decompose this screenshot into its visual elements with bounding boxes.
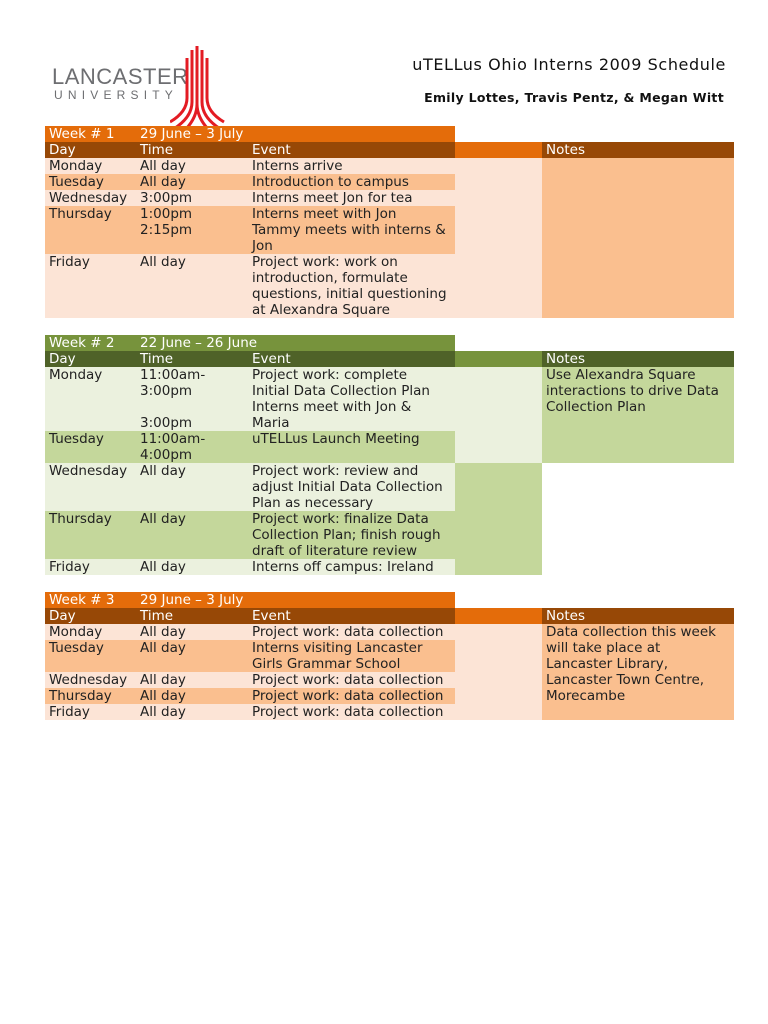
table-row: [45, 511, 455, 559]
event-cell: Project work: review and adjust Initial Data Collection Plan as necessary: [252, 463, 443, 511]
week-label: Week # 2: [49, 335, 115, 351]
table-row: [45, 190, 455, 206]
time-cell: All day: [140, 624, 186, 640]
event-cell: Interns arrive: [252, 158, 343, 174]
col-time: Time: [140, 142, 174, 158]
day-cell: Wednesday: [49, 463, 128, 479]
col-day: Day: [49, 351, 76, 367]
day-cell: Tuesday: [49, 640, 104, 656]
event-cell: Project work: finalize Data Collection Plan; finish rough draft of literature review: [252, 511, 441, 559]
col-time: Time: [140, 608, 174, 624]
time-cell: All day: [140, 254, 186, 270]
week-1-table: [45, 126, 734, 318]
table-row: [45, 367, 455, 431]
time-cell: All day: [140, 511, 186, 527]
event-cell: uTELLus Launch Meeting: [252, 431, 420, 447]
week-dates: 29 June – 3 July: [140, 592, 244, 608]
week-heading-row: [45, 126, 734, 142]
table-row: [45, 254, 455, 318]
time-cell: All day: [140, 463, 186, 479]
col-day: Day: [49, 142, 76, 158]
page-title: uTELLus Ohio Interns 2009 Schedule: [412, 55, 726, 74]
time-cell: All day: [140, 672, 186, 688]
day-cell: Friday: [49, 559, 90, 575]
event-cell: Project work: complete Initial Data Collection Plan Interns meet with Jon & Maria: [252, 367, 430, 431]
day-cell: Wednesday: [49, 672, 128, 688]
table-row: [45, 688, 455, 704]
table-row: [45, 640, 455, 672]
logo-subtitle: UNIVERSITY: [54, 88, 179, 102]
event-cell: Interns meet with Jon Tammy meets with interns & Jon: [252, 206, 446, 254]
table-row: [45, 206, 455, 254]
week-notes: Use Alexandra Square interactions to drive Data Collection Plan: [542, 367, 734, 463]
day-cell: Monday: [49, 624, 103, 640]
column-header-row: [45, 351, 734, 367]
event-cell: Introduction to campus: [252, 174, 409, 190]
day-cell: Thursday: [49, 511, 112, 527]
time-cell: 11:00am- 4:00pm: [140, 431, 206, 463]
table-row: [45, 174, 455, 190]
week-notes: [542, 158, 734, 318]
time-cell: All day: [140, 704, 186, 720]
day-cell: Thursday: [49, 688, 112, 704]
day-cell: Thursday: [49, 206, 112, 222]
column-header-row: [45, 142, 734, 158]
table-row: [45, 672, 455, 688]
col-notes: Notes: [546, 608, 585, 624]
week-2-table: [45, 335, 734, 575]
event-cell: Project work: work on introduction, formulate questions, initial questioning at Alexandra Square: [252, 254, 447, 318]
col-day: Day: [49, 608, 76, 624]
authors-line: Emily Lottes, Travis Pentz, & Megan Witt: [424, 90, 724, 105]
event-cell: Project work: data collection: [252, 688, 444, 704]
table-row: [45, 158, 455, 174]
day-cell: Friday: [49, 704, 90, 720]
col-time: Time: [140, 351, 174, 367]
time-cell: All day: [140, 158, 186, 174]
day-cell: Friday: [49, 254, 90, 270]
time-cell: 1:00pm 2:15pm: [140, 206, 193, 238]
day-cell: Monday: [49, 367, 103, 383]
day-cell: Tuesday: [49, 431, 104, 447]
col-event: Event: [252, 608, 291, 624]
week-dates: 29 June – 3 July: [140, 126, 244, 142]
col-notes: Notes: [546, 351, 585, 367]
week-heading-row: [45, 592, 734, 608]
week-3-table: [45, 592, 734, 720]
event-cell: Project work: data collection: [252, 624, 444, 640]
event-cell: Interns off campus: Ireland: [252, 559, 434, 575]
event-cell: Project work: data collection: [252, 672, 444, 688]
event-cell: Interns visiting Lancaster Girls Grammar School: [252, 640, 423, 672]
time-cell: All day: [140, 640, 186, 656]
day-cell: Wednesday: [49, 190, 128, 206]
week-label: Week # 1: [49, 126, 115, 142]
time-cell: 3:00pm: [140, 190, 193, 206]
day-cell: Tuesday: [49, 174, 104, 190]
time-cell: All day: [140, 174, 186, 190]
event-cell: Interns meet Jon for tea: [252, 190, 413, 206]
week-heading-row: [45, 335, 734, 351]
table-row: [45, 624, 455, 640]
table-row: [45, 431, 455, 463]
time-cell: All day: [140, 688, 186, 704]
week-dates: 22 June – 26 June: [140, 335, 258, 351]
week-label: Week # 3: [49, 592, 115, 608]
table-row: [45, 704, 455, 720]
time-cell: 11:00am- 3:00pm 3:00pm: [140, 367, 206, 431]
time-cell: All day: [140, 559, 186, 575]
logo-wordmark: LANCASTER: [52, 64, 189, 89]
table-row: [45, 559, 455, 575]
event-cell: Project work: data collection: [252, 704, 444, 720]
column-header-row: [45, 608, 734, 624]
day-cell: Monday: [49, 158, 103, 174]
col-notes: Notes: [546, 142, 585, 158]
table-row: [45, 463, 455, 511]
col-event: Event: [252, 351, 291, 367]
col-event: Event: [252, 142, 291, 158]
week-notes: Data collection this week will take place at Lancaster Library, Lancaster Town Centre, Morecambe: [542, 624, 734, 720]
